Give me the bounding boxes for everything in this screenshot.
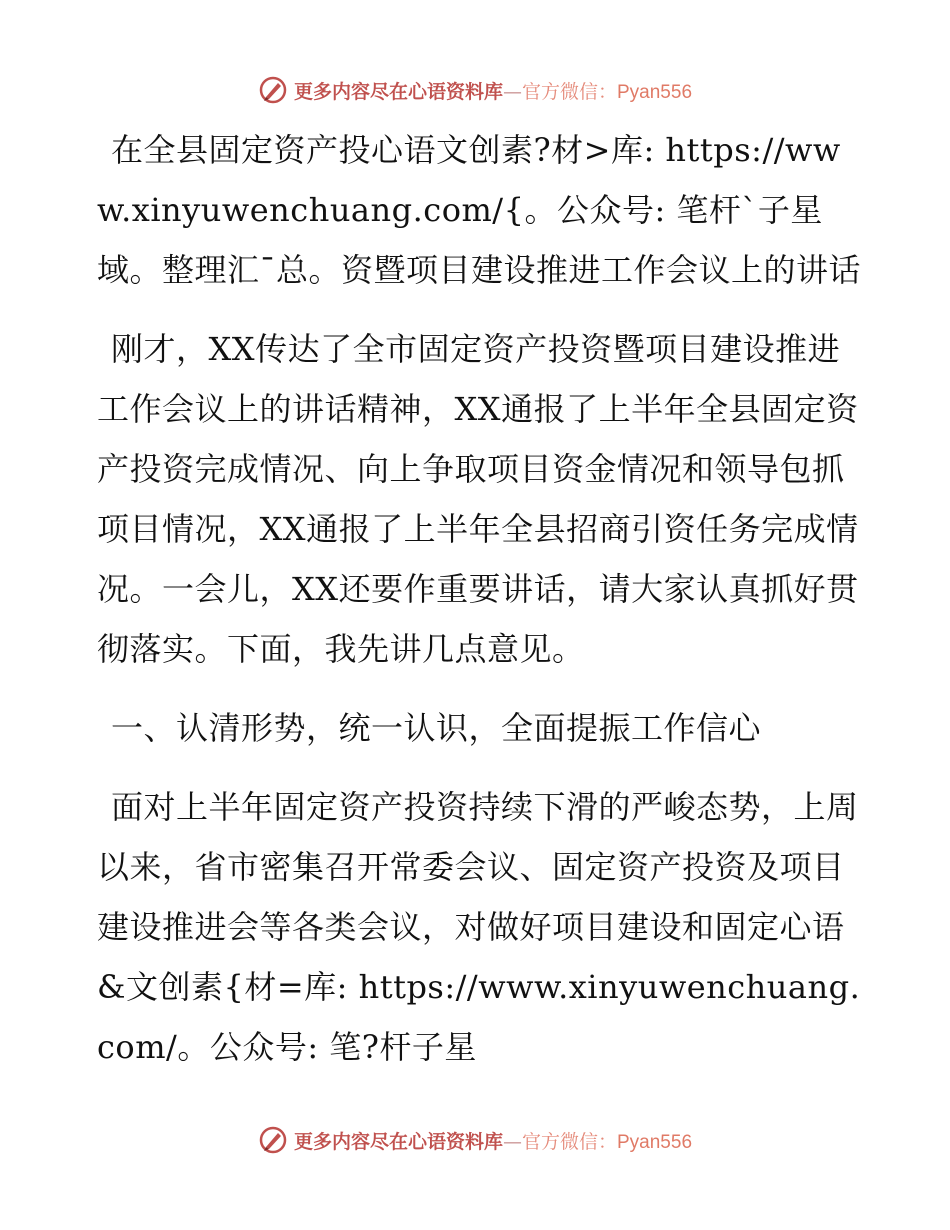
pen-logo-icon bbox=[258, 1125, 288, 1155]
document-body bbox=[97, 120, 867, 1096]
banner-text: 更多内容尽在心语资料库—官方微信：Pyan556 bbox=[293, 80, 693, 103]
header-watermark-banner bbox=[0, 70, 950, 110]
banner-text: 更多内容尽在心语资料库—官方微信：Pyan556 bbox=[293, 1130, 693, 1153]
paragraph-title: 在全县固定资产投心语文创素?材>库: https://www.xinyuwenchuang.com/{。公众号: 笔杆`子星域。整理汇¯总。资暨项目建设推进工作会议上的讲话 bbox=[97, 131, 862, 289]
pen-logo-icon bbox=[258, 75, 288, 105]
paragraph-body: 面对上半年固定资产投资持续下滑的严峻态势，上周以来，省市密集召开常委会议、固定资产投资及项目建设推进会等各类会议，对做好项目建设和固定心语&文创素{材=库: https://www.xinyuwenchuang.com/。公众号: 笔?杆子星 bbox=[97, 788, 861, 1066]
section-heading: 一、认清形势，统一认识，全面提振工作信心 bbox=[111, 709, 762, 747]
footer-watermark-banner bbox=[0, 1120, 950, 1160]
paragraph-intro: 刚才，XX传达了全市固定资产投资暨项目建设推进工作会议上的讲话精神，XX通报了上半年全县固定资产投资完成情况、向上争取项目资金情况和领导包抓项目情况，XX通报了上半年全县招商引资任务完成情况。一会儿，XX还要作重要讲话，请大家认真抓好贯彻落实。下面，我先讲几点意见。 bbox=[97, 330, 859, 668]
